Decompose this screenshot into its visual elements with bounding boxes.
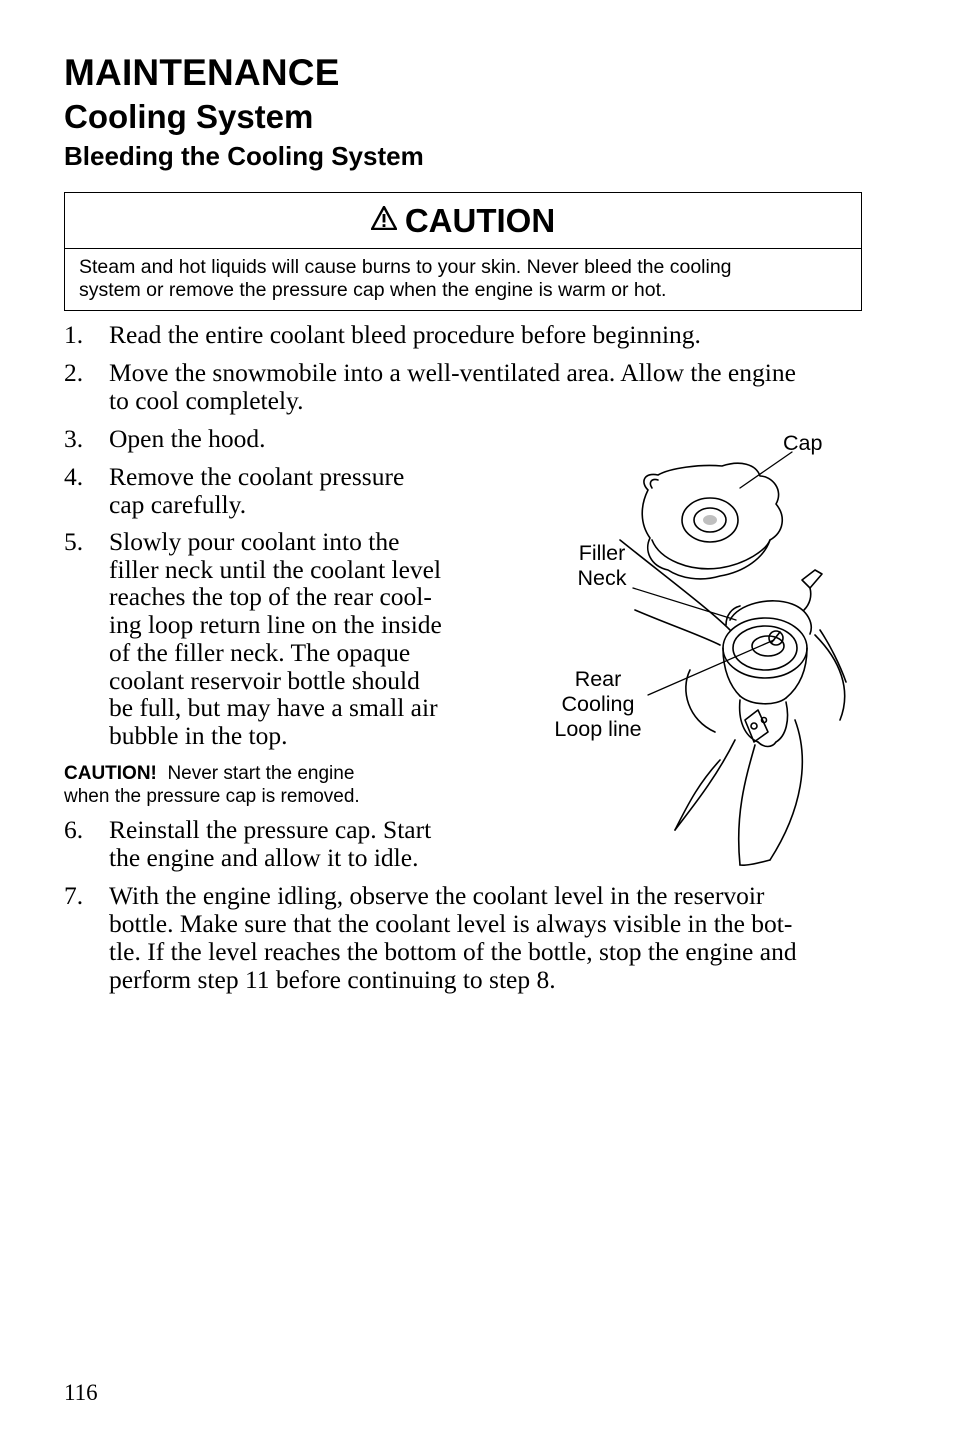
caution-note-text: when the pressure cap is removed. — [64, 786, 360, 807]
cap-label: Cap — [783, 431, 823, 455]
step-line: Reinstall the pressure cap. Start — [109, 815, 432, 844]
step-number: 2. — [64, 358, 84, 387]
step-line: bubble in the top. — [109, 720, 288, 750]
cooling-loop-leader-line — [648, 640, 774, 695]
label-line: Filler — [578, 541, 626, 565]
caution-box — [64, 192, 862, 311]
step-line: of the filler neck. The opaque — [109, 637, 411, 667]
section-title: MAINTENANCE — [64, 52, 340, 93]
step-text — [109, 321, 701, 349]
warning-triangle-icon — [371, 206, 397, 235]
step-number: 1. — [64, 320, 84, 349]
step-line: Read the entire coolant bleed procedure before beginning. — [109, 320, 701, 349]
step-4 — [64, 463, 484, 521]
filler-neck-drawing — [540, 420, 860, 870]
step-text — [109, 359, 796, 415]
caution-title: CAUTION — [404, 201, 556, 239]
step-number: 4. — [64, 462, 84, 491]
filler-neck-label — [568, 541, 636, 591]
caution-note-text: Never start the engine — [167, 763, 355, 784]
step-text — [109, 882, 797, 994]
step-3 — [64, 425, 484, 455]
step-line: perform step 11 before continuing to step 8. — [109, 965, 556, 994]
label-line: Cooling — [561, 692, 635, 716]
step-2 — [64, 359, 864, 417]
step-text — [109, 463, 404, 519]
caution-line: system or remove the pressure cap when the engine is warm or hot. — [79, 279, 667, 301]
label-line: Loop line — [554, 717, 642, 741]
step-line: With the engine idling, observe the coolant level in the reservoir — [109, 881, 765, 910]
step-number: 7. — [64, 881, 84, 910]
cap-leader-line — [740, 452, 792, 488]
step-line: be full, but may have a small air — [109, 693, 438, 723]
step-line: reaches the top of the rear cool- — [109, 582, 432, 612]
caution-note-label: CAUTION! — [64, 763, 157, 784]
pressure-cap-drawing — [642, 463, 782, 579]
step-line: to cool completely. — [109, 386, 304, 415]
step-number: 3. — [64, 424, 84, 453]
step-line: filler neck until the coolant level — [109, 554, 442, 584]
step-line: ing loop return line on the inside — [109, 610, 442, 640]
step-line: Remove the coolant pressure — [109, 462, 405, 491]
caution-header — [65, 193, 861, 249]
step-line: Slowly pour coolant into the — [109, 527, 400, 556]
caution-note — [64, 762, 444, 808]
label-line: Neck — [577, 566, 627, 590]
step-5 — [64, 528, 484, 754]
caution-text — [65, 249, 861, 302]
step-line: tle. If the level reaches the bottom of the bottle, stop the engine and — [109, 937, 797, 966]
filler-neck-illustration — [540, 420, 860, 870]
leader-lines — [633, 452, 792, 695]
step-line: cap carefully. — [109, 490, 247, 519]
filler-neck-drawing — [723, 570, 822, 747]
step-line: Open the hood. — [109, 424, 266, 453]
coolant-hose-drawing — [620, 540, 846, 865]
page-number: 116 — [64, 1380, 98, 1405]
label-line: Rear — [574, 667, 622, 691]
step-number: 6. — [64, 815, 84, 844]
step-line: Move the snowmobile into a well-ventilated area. Allow the engine — [109, 358, 796, 387]
step-1 — [64, 321, 864, 351]
caution-line: Steam and hot liquids will cause burns to your skin. Never bleed the cooling — [79, 256, 732, 278]
step-line: the engine and allow it to idle. — [109, 843, 419, 872]
subsection-title: Cooling System — [64, 98, 314, 135]
step-text — [109, 425, 266, 453]
step-number: 5. — [64, 527, 84, 556]
step-line: bottle. Make sure that the coolant level is always visible in the bot- — [109, 909, 793, 938]
step-6 — [64, 816, 484, 874]
rear-cooling-loop-label — [543, 667, 653, 742]
step-7 — [64, 882, 864, 998]
topic-title: Bleeding the Cooling System — [64, 141, 424, 171]
step-text — [109, 528, 442, 750]
step-text — [109, 816, 431, 872]
step-line: coolant reservoir bottle should — [109, 665, 420, 695]
